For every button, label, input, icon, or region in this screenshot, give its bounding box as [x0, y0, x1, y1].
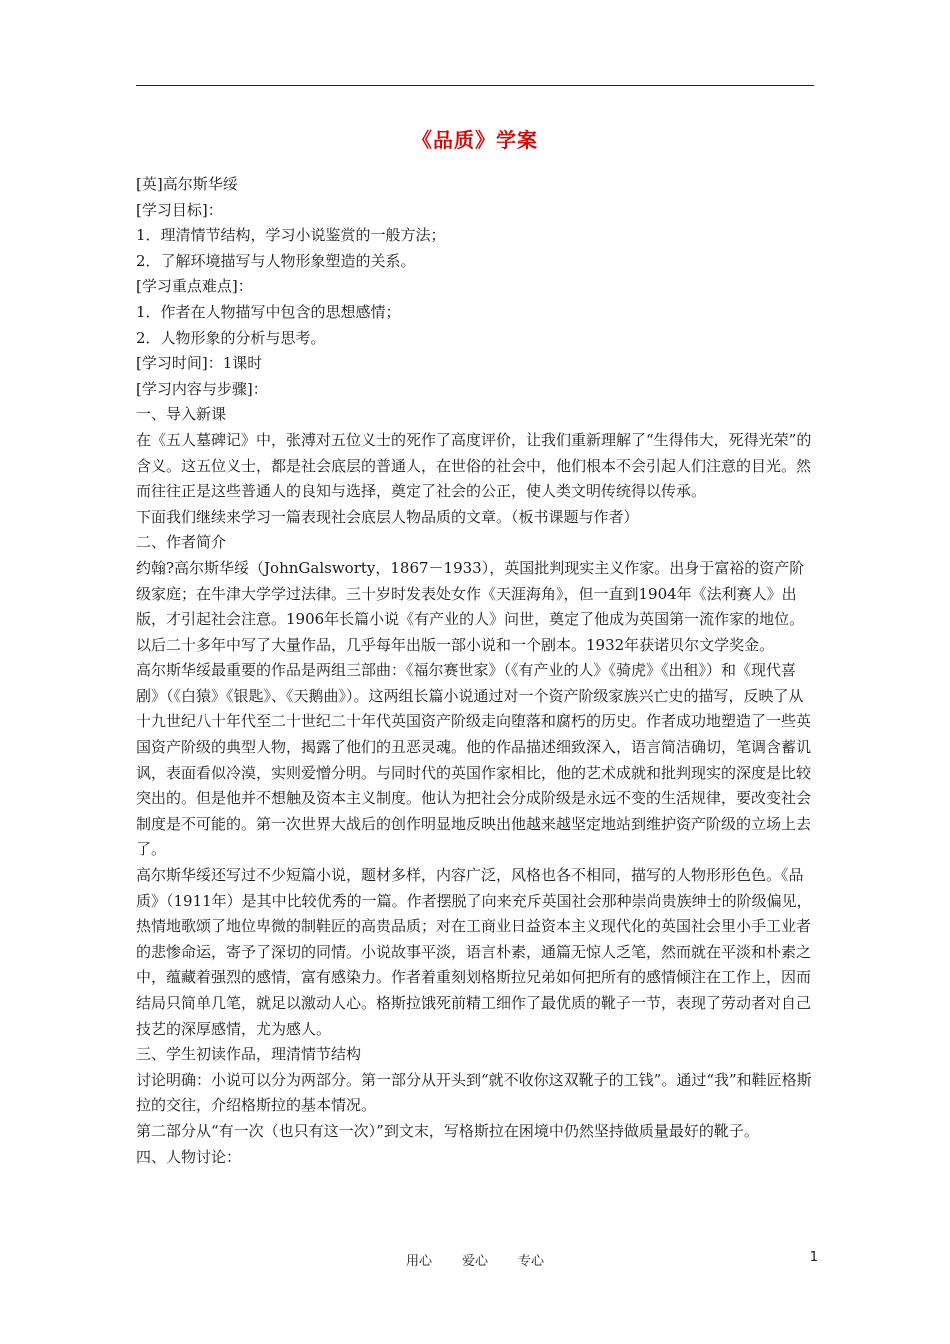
objective-item-2: 2．了解环境描写与人物形象塑造的关系。 [136, 251, 416, 270]
heading-introduction: 一、导入新课 [136, 405, 227, 424]
body-paragraph: 第二部分从“有一次（也只有这一次）”到文末，写格斯拉在困境中仍然坚持做质量最好的靴子。 [136, 1121, 759, 1140]
document-title: 《品质》学案 [412, 128, 538, 152]
section-label-key-points: [学习重点难点]： [136, 277, 253, 296]
document-body [136, 172, 816, 1170]
heading-author-intro: 二、作者简介 [136, 533, 227, 552]
study-time: [学习时间]：1课时 [136, 354, 263, 373]
footer-slogan-word: 专心 [518, 1254, 545, 1269]
body-paragraph: 高尔斯华绥还写过不少短篇小说，题材多样，内容广泛，风格也各不相同，描写的人物形形色色。《品质》（1911年）是其中比较优秀的一篇。作者摆脱了向来充斥英国社会那种崇尚贵族绅士的阶级偏见，热情地歌颂了地位卑微的制鞋匠的高贵品质；对在工商业日益资本主义现代化的英国社会里小手工业者的悲惨命运，寄予了深切的同情。小说故事平淡，语言朴素，通篇无惊人乏笔，然而就在平淡和朴素之中，蕴藏着强烈的感情，富有感染力。作者着重刻划格斯拉兄弟如何把所有的感情倾注在工作上，因而结局只简单几笔，就足以激动人心。格斯拉饿死前精工细作了最优质的靴子一节，表现了劳动者对自己技艺的深厚感情，尤为感人。 [136, 866, 812, 1038]
section-label-content-steps: [学习内容与步骤]： [136, 379, 268, 398]
heading-character-discussion: 四、人物讨论： [136, 1147, 242, 1166]
section-label-objectives: [学习目标]： [136, 200, 223, 219]
key-point-item-1: 1．作者在人物描写中包含的思想感情； [136, 302, 401, 321]
header-rule [136, 85, 814, 86]
body-paragraph: 在《五人墓碑记》中，张溥对五位义士的死作了高度评价，让我们重新理解了“生得伟大，死得光荣”的含义。这五位义士，都是社会底层的普通人，在世俗的社会中，他们根本不会引起人们注意的目光。然而往往正是这些普通人的良知与选择，奠定了社会的公正，使人类文明传统得以传承。 [136, 430, 812, 501]
body-paragraph: 高尔斯华绥最重要的作品是两组三部曲：《福尔赛世家》（《有产业的人》《骑虎》《出租》）和《现代喜剧》（《白猿》《银匙》、《天鹅曲》）。这两组长篇小说通过对一个资产阶级家族兴亡史的描写，反映了从十九世纪八十年代至二十世纪二十年代英国资产阶级走向堕落和腐朽的历史。作者成功地塑造了一些英国资产阶级的典型人物，揭露了他们的丑恶灵魂。他的作品描述细致深入，语言简洁确切，笔调含蓄讥讽，表面看似冷漠，实则爱憎分明。与同时代的英国作家相比，他的艺术成就和批判现实的深度是比较突出的。但是他并不想触及资本主义制度。他认为把社会分成阶级是永远不变的生活规律，要改变社会制度是不可能的。第一次世界大战后的创作明显地反映出他越来越坚定地站到维护资产阶级的立场上去了。 [136, 661, 812, 859]
body-paragraph: 讨论明确：小说可以分为两部分。第一部分从开头到“就不收你这双靴子的工钱”。通过“我”和鞋匠格斯拉的交往，介绍格斯拉的基本情况。 [136, 1070, 812, 1115]
author-line: [英]高尔斯华绥 [136, 175, 238, 193]
body-paragraph: 下面我们继续来学习一篇表现社会底层人物品质的文章。（板书课题与作者） [136, 507, 639, 526]
footer-slogan-word: 爱心 [461, 1254, 488, 1269]
body-paragraph: 约翰?高尔斯华绥（JohnGalsworty，1867－1933），英国批判现实主义作家。出身于富裕的资产阶级家庭；在牛津大学学过法律。三十岁时发表处女作《天涯海角》，但一直到1904年《法利赛人》出版，才引起社会注意。1906年长篇小说《有产业的人》问世，奠定了他成为英国第一流作家的地位。以后二十多年中写了大量作品，几乎每年出版一部小说和一个剧本。1932年获诺贝尔文学奖金。 [136, 558, 805, 654]
page-number: 1 [809, 1250, 818, 1265]
heading-plot-structure: 三、学生初读作品，理清情节结构 [136, 1045, 362, 1064]
objective-item-1: 1．理清情节结构，学习小说鉴赏的一般方法； [136, 226, 446, 245]
page-footer [0, 1250, 950, 1272]
footer-slogan-word: 用心 [405, 1254, 432, 1269]
footer-slogan [0, 1250, 950, 1269]
key-point-item-2: 2．人物形象的分析与思考。 [136, 328, 326, 347]
